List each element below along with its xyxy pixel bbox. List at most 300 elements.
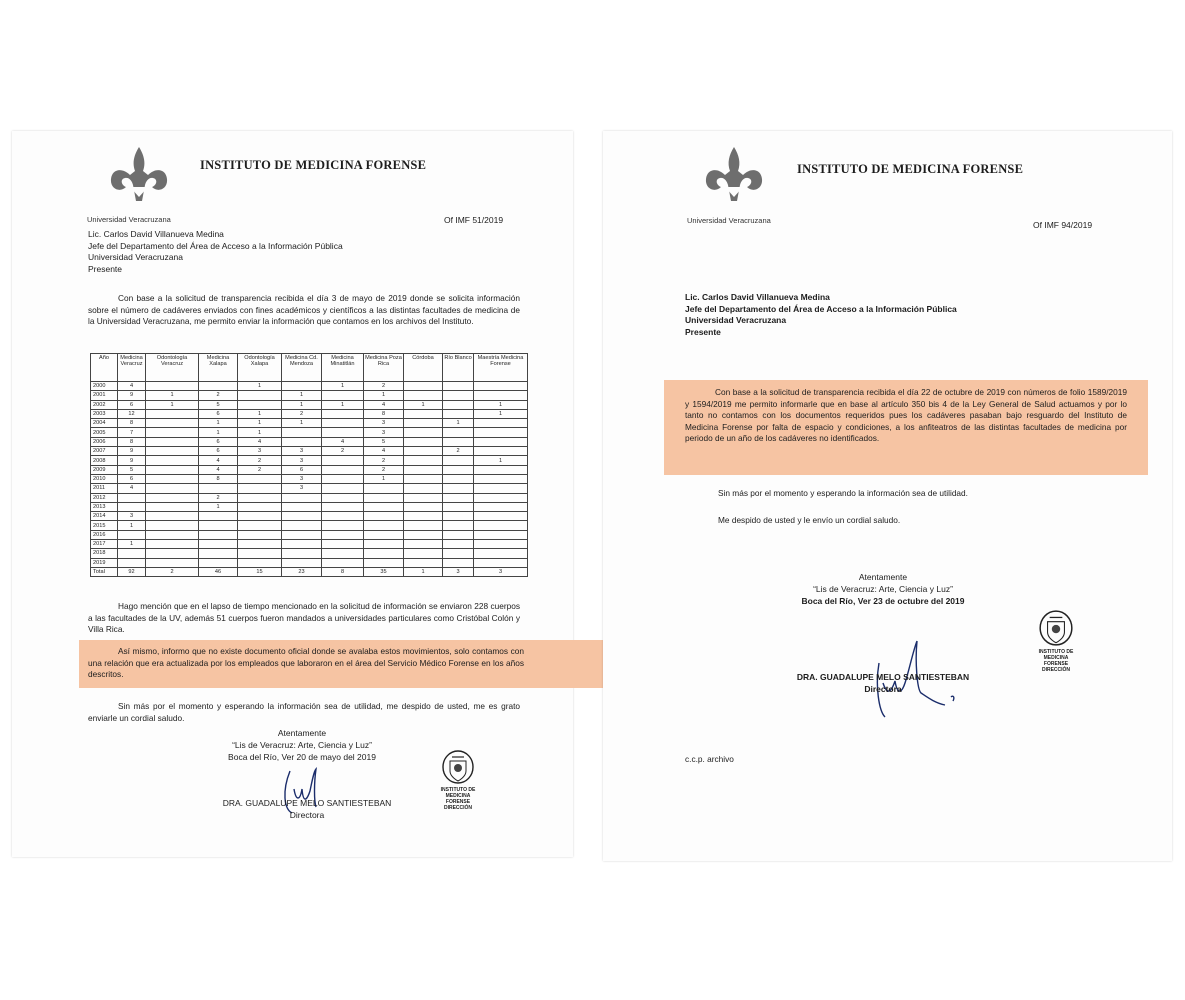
table-cell: 8 bbox=[118, 437, 146, 446]
table-cell bbox=[322, 409, 364, 418]
table-cell bbox=[199, 512, 238, 521]
table-cell: 1 bbox=[146, 391, 199, 400]
seal-line-4: DIRECCIÓN bbox=[443, 805, 473, 811]
table-cell: 4 bbox=[118, 382, 146, 391]
table-cell: 2 bbox=[282, 409, 322, 418]
table-cell bbox=[364, 521, 404, 530]
table-cell bbox=[404, 456, 443, 465]
table-cell: 3 bbox=[474, 567, 528, 576]
table-cell bbox=[282, 493, 322, 502]
recipient-block bbox=[88, 229, 343, 275]
table-cell bbox=[238, 391, 282, 400]
table-cell: 2 bbox=[238, 465, 282, 474]
table-cell bbox=[443, 558, 474, 567]
table-cell bbox=[474, 493, 528, 502]
university-name: Universidad Veracruzana bbox=[687, 216, 771, 225]
table-cell: 2 bbox=[443, 447, 474, 456]
table-cell: 3 bbox=[282, 474, 322, 483]
table-row bbox=[91, 540, 528, 549]
table-cell bbox=[474, 512, 528, 521]
closing-motto: “Lis de Veracruz: Arte, Ciencia y Luz” bbox=[232, 740, 372, 750]
table-cell bbox=[238, 474, 282, 483]
table-cell bbox=[404, 521, 443, 530]
table-cell bbox=[364, 484, 404, 493]
table-cell: 6 bbox=[118, 474, 146, 483]
table-cell bbox=[443, 549, 474, 558]
table-cell: 4 bbox=[199, 465, 238, 474]
seal-line-2: MEDICINA bbox=[445, 793, 471, 799]
table-cell bbox=[146, 382, 199, 391]
table-cell: 5 bbox=[199, 400, 238, 409]
signer-block bbox=[202, 797, 412, 821]
table-cell bbox=[404, 502, 443, 511]
table-cell bbox=[404, 382, 443, 391]
table-cell bbox=[146, 540, 199, 549]
recipient-name: Lic. Carlos David Villanueva Medina bbox=[685, 292, 830, 302]
table-cell bbox=[364, 549, 404, 558]
closing-block bbox=[773, 571, 993, 607]
table-cell: 4 bbox=[322, 437, 364, 446]
table-cell bbox=[474, 447, 528, 456]
table-cell bbox=[404, 493, 443, 502]
table-cell: 8 bbox=[322, 567, 364, 576]
table-year-cell: 2013 bbox=[91, 502, 118, 511]
table-cell: 1 bbox=[443, 419, 474, 428]
table-row bbox=[91, 474, 528, 483]
table-cell: 9 bbox=[118, 447, 146, 456]
table-cell bbox=[238, 400, 282, 409]
table-row bbox=[91, 409, 528, 418]
table-year-cell: 2006 bbox=[91, 437, 118, 446]
table-cell bbox=[199, 484, 238, 493]
table-cell bbox=[364, 530, 404, 539]
table-cell: 1 bbox=[238, 428, 282, 437]
table-cell: 8 bbox=[199, 474, 238, 483]
table-header-cell: Medicina Veracruz bbox=[118, 354, 146, 382]
table-cell bbox=[404, 447, 443, 456]
table-header-cell: Maestría Medicina Forense bbox=[474, 354, 528, 382]
table-cell: 3 bbox=[238, 447, 282, 456]
table-cell bbox=[404, 512, 443, 521]
table-cell bbox=[238, 530, 282, 539]
paragraph-greeting: Me despido de usted y le envío un cordial saludo. bbox=[718, 515, 901, 525]
office-reference: Of IMF 51/2019 bbox=[444, 215, 504, 225]
uv-logo-icon bbox=[703, 145, 765, 205]
table-header-cell: Medicina Minatitlán bbox=[322, 354, 364, 382]
table-year-cell: Total bbox=[91, 567, 118, 576]
table-cell bbox=[282, 428, 322, 437]
table-cell bbox=[443, 409, 474, 418]
recipient-institution: Universidad Veracruzana bbox=[685, 315, 787, 326]
table-cell bbox=[199, 549, 238, 558]
table-cell bbox=[199, 540, 238, 549]
table-cell bbox=[404, 391, 443, 400]
table-year-cell: 2002 bbox=[91, 400, 118, 409]
cc-archive: c.c.p. archivo bbox=[685, 754, 734, 764]
table-cell bbox=[238, 521, 282, 530]
table-cell bbox=[443, 456, 474, 465]
table-cell: 1 bbox=[282, 391, 322, 400]
table-year-cell: 2014 bbox=[91, 512, 118, 521]
table-cell bbox=[282, 540, 322, 549]
table-cell: 4 bbox=[364, 447, 404, 456]
table-cell bbox=[282, 382, 322, 391]
table-cell: 4 bbox=[199, 456, 238, 465]
table-row bbox=[91, 428, 528, 437]
table-header-cell: Córdoba bbox=[404, 354, 443, 382]
table-cell: 3 bbox=[118, 512, 146, 521]
table-cell: 92 bbox=[118, 567, 146, 576]
table-cell bbox=[118, 558, 146, 567]
table-cell bbox=[322, 493, 364, 502]
table-year-cell: 2004 bbox=[91, 419, 118, 428]
table-cell bbox=[118, 530, 146, 539]
table-cell bbox=[118, 549, 146, 558]
table-cell: 1 bbox=[238, 419, 282, 428]
table-cell: 4 bbox=[238, 437, 282, 446]
table-row bbox=[91, 493, 528, 502]
letter-left bbox=[12, 131, 573, 857]
table-cell bbox=[238, 549, 282, 558]
office-reference: Of IMF 94/2019 bbox=[1033, 220, 1093, 230]
table-header-cell: Medicina Xalapa bbox=[199, 354, 238, 382]
seal-line-3: FORENSE bbox=[445, 799, 471, 805]
table-row bbox=[91, 400, 528, 409]
table-header-cell: Río Blanco bbox=[443, 354, 474, 382]
table-cell bbox=[404, 465, 443, 474]
table-cell bbox=[474, 530, 528, 539]
table-cell bbox=[199, 521, 238, 530]
table-row bbox=[91, 521, 528, 530]
seal-caption bbox=[432, 787, 484, 811]
closing-place-date: Boca del Río, Ver 20 de mayo del 2019 bbox=[228, 752, 376, 762]
table-cell: 6 bbox=[282, 465, 322, 474]
uv-logo-icon bbox=[108, 145, 170, 205]
table-cell bbox=[238, 493, 282, 502]
table-cell bbox=[364, 493, 404, 502]
table-cell bbox=[146, 530, 199, 539]
table-cell bbox=[322, 558, 364, 567]
table-cell: 6 bbox=[199, 409, 238, 418]
table-cell: 23 bbox=[282, 567, 322, 576]
table-cell bbox=[443, 400, 474, 409]
closing-atentamente: Atentamente bbox=[858, 572, 908, 582]
cadavers-table bbox=[90, 353, 528, 577]
table-cell bbox=[404, 484, 443, 493]
table-cell bbox=[282, 512, 322, 521]
table-year-cell: 2000 bbox=[91, 382, 118, 391]
seal-line-4: DIRECCIÓN bbox=[1041, 667, 1071, 673]
table-cell bbox=[118, 493, 146, 502]
table-header-cell: Año bbox=[91, 354, 118, 382]
table-row bbox=[91, 465, 528, 474]
table-cell bbox=[443, 484, 474, 493]
signer-title: Directora bbox=[864, 684, 902, 694]
table-cell bbox=[282, 558, 322, 567]
table-cell: 1 bbox=[199, 419, 238, 428]
paragraph-request: Con base a la solicitud de transparencia recibida el día 3 de mayo de 2019 donde se solicita información sobre el número de cadáveres enviados con fines académicos y científicos a las distintas facultades de medicina de la Universidad Veracruzana, me permito enviar la información que contamos en los archivos del Instituto. bbox=[88, 293, 520, 327]
table-cell bbox=[146, 409, 199, 418]
table-cell bbox=[322, 530, 364, 539]
table-cell: 1 bbox=[322, 382, 364, 391]
table-cell: 3 bbox=[282, 456, 322, 465]
table-cell bbox=[404, 419, 443, 428]
table-year-cell: 2007 bbox=[91, 447, 118, 456]
table-cell: 5 bbox=[118, 465, 146, 474]
table-cell: 2 bbox=[146, 567, 199, 576]
recipient-institution: Universidad Veracruzana bbox=[88, 252, 183, 263]
table-cell bbox=[146, 456, 199, 465]
table-cell: 1 bbox=[118, 540, 146, 549]
table-cell bbox=[199, 382, 238, 391]
table-cell bbox=[474, 549, 528, 558]
table-cell bbox=[238, 558, 282, 567]
signer-name: DRA. GUADALUPE MELO SANTIESTEBAN bbox=[796, 672, 970, 682]
table-cell: 6 bbox=[199, 447, 238, 456]
table-cell: 1 bbox=[118, 521, 146, 530]
table-year-cell: 2009 bbox=[91, 465, 118, 474]
table-cell bbox=[322, 419, 364, 428]
table-cell: 1 bbox=[199, 428, 238, 437]
table-cell bbox=[404, 409, 443, 418]
table-cell bbox=[474, 437, 528, 446]
table-row bbox=[91, 567, 528, 576]
signer-name: DRA. GUADALUPE MELO SANTIESTEBAN bbox=[222, 798, 392, 808]
table-cell: 3 bbox=[364, 428, 404, 437]
table-cell: 2 bbox=[322, 447, 364, 456]
table-cell: 3 bbox=[282, 447, 322, 456]
table-cell bbox=[322, 456, 364, 465]
table-cell bbox=[146, 493, 199, 502]
table-row bbox=[91, 530, 528, 539]
institute-title: INSTITUTO DE MEDICINA FORENSE bbox=[200, 158, 427, 172]
table-cell bbox=[282, 437, 322, 446]
table-cell bbox=[146, 521, 199, 530]
table-cell bbox=[364, 512, 404, 521]
table-cell bbox=[474, 428, 528, 437]
table-cell: 1 bbox=[474, 400, 528, 409]
table-year-cell: 2011 bbox=[91, 484, 118, 493]
table-cell bbox=[146, 428, 199, 437]
table-cell bbox=[443, 493, 474, 502]
recipient-block bbox=[685, 292, 957, 338]
table-cell: 4 bbox=[364, 400, 404, 409]
table-row bbox=[91, 558, 528, 567]
table-header-cell: Odontología Xalapa bbox=[238, 354, 282, 382]
table-row bbox=[91, 512, 528, 521]
table-cell: 1 bbox=[238, 409, 282, 418]
recipient-name: Lic. Carlos David Villanueva Medina bbox=[88, 229, 224, 239]
table-cell bbox=[474, 391, 528, 400]
table-cell bbox=[404, 474, 443, 483]
table-year-cell: 2001 bbox=[91, 391, 118, 400]
table-row bbox=[91, 484, 528, 493]
table-cell bbox=[238, 512, 282, 521]
table-cell bbox=[364, 502, 404, 511]
table-cell bbox=[443, 521, 474, 530]
table-cell bbox=[404, 437, 443, 446]
table-cell: 4 bbox=[118, 484, 146, 493]
table-cell: 1 bbox=[199, 502, 238, 511]
table-cell bbox=[146, 437, 199, 446]
table-cell bbox=[146, 502, 199, 511]
table-cell: 1 bbox=[282, 419, 322, 428]
table-cell bbox=[404, 530, 443, 539]
table-cell bbox=[238, 484, 282, 493]
table-cell bbox=[322, 549, 364, 558]
table-row bbox=[91, 382, 528, 391]
table-cell: 8 bbox=[118, 419, 146, 428]
table-cell: 15 bbox=[238, 567, 282, 576]
table-year-cell: 2012 bbox=[91, 493, 118, 502]
table-cell bbox=[474, 502, 528, 511]
table-year-cell: 2003 bbox=[91, 409, 118, 418]
table-cell bbox=[322, 474, 364, 483]
table-cell bbox=[364, 558, 404, 567]
table-cell: 1 bbox=[146, 400, 199, 409]
institute-seal-icon bbox=[1037, 609, 1075, 647]
table-cell: 2 bbox=[199, 391, 238, 400]
table-year-cell: 2010 bbox=[91, 474, 118, 483]
table-cell bbox=[322, 502, 364, 511]
table-cell bbox=[282, 502, 322, 511]
table-cell bbox=[443, 540, 474, 549]
paragraph-mention: Hago mención que en el lapso de tiempo mencionado en la solicitud de información se enviaron 228 cuerpos a las facultades de la UV, además 51 cuerpos fueron mandados a universidades particulares como Cristóbal Colón y Villa Rica. bbox=[88, 601, 520, 635]
table-cell bbox=[118, 502, 146, 511]
table-cell bbox=[404, 549, 443, 558]
table-header-cell: Medicina Cd. Mendoza bbox=[282, 354, 322, 382]
table-cell bbox=[474, 474, 528, 483]
table-cell bbox=[474, 540, 528, 549]
table-cell bbox=[443, 474, 474, 483]
table-cell: 3 bbox=[443, 567, 474, 576]
table-year-cell: 2008 bbox=[91, 456, 118, 465]
table-cell bbox=[404, 558, 443, 567]
seal-caption bbox=[1029, 649, 1083, 673]
table-cell: 2 bbox=[199, 493, 238, 502]
paragraph-utility: Sin más por el momento y esperando la información sea de utilidad. bbox=[718, 488, 968, 498]
paragraph-response: Con base a la solicitud de transparencia recibida el día 22 de octubre de 2019 con números de folio 1589/2019 y 1594/2019 me permito informarle que en base al artículo 350 bis 4 de la Ley General de Salud actuamos y por lo tanto no contamos con los documentos requeridos pues los cadáveres pasaban bajo resguardo del Instituto de Medicina Forense por falta de espacio y condiciones, a los anfiteatros de las distintas facultades de medicina por periodo de un año de los cadáveres no identificados. bbox=[685, 387, 1127, 444]
table-row bbox=[91, 419, 528, 428]
table-cell bbox=[322, 465, 364, 474]
recipient-title: Jefe del Departamento del Área de Acceso a la Información Pública bbox=[685, 303, 957, 314]
recipient-presente: Presente bbox=[685, 326, 721, 337]
table-cell: 8 bbox=[364, 409, 404, 418]
seal-line-1: INSTITUTO DE bbox=[440, 787, 476, 793]
table-cell bbox=[474, 521, 528, 530]
table-cell bbox=[364, 540, 404, 549]
table-cell bbox=[474, 419, 528, 428]
table-cell bbox=[146, 465, 199, 474]
closing-place-date: Boca del Río, Ver 23 de octubre del 2019 bbox=[801, 596, 965, 606]
table-cell: 9 bbox=[118, 456, 146, 465]
table-cell: 2 bbox=[364, 456, 404, 465]
table-row bbox=[91, 447, 528, 456]
table-cell bbox=[474, 465, 528, 474]
letter-right bbox=[603, 131, 1172, 861]
paragraph-highlighted: Así mismo, informo que no existe documento oficial donde se avalaba estos movimientos, solo contamos con una relación que era actualizada por los empleados que laboraron en el área del Servicio Médico Forense en los años descritos. bbox=[88, 646, 524, 680]
table-cell: 1 bbox=[404, 400, 443, 409]
table-cell bbox=[474, 382, 528, 391]
table-year-cell: 2018 bbox=[91, 549, 118, 558]
paragraph-farewell: Sin más por el momento y esperando la información sea de utilidad, me despido de usted, me es grato enviarle un cordial saludo. bbox=[88, 701, 520, 723]
table-cell: 1 bbox=[474, 456, 528, 465]
table-cell bbox=[146, 484, 199, 493]
table-cell: 12 bbox=[118, 409, 146, 418]
table-cell bbox=[443, 437, 474, 446]
signer-title: Directora bbox=[289, 810, 325, 820]
table-year-cell: 2016 bbox=[91, 530, 118, 539]
table-cell: 1 bbox=[282, 400, 322, 409]
table-cell bbox=[443, 391, 474, 400]
closing-motto: “Lis de Veracruz: Arte, Ciencia y Luz” bbox=[813, 584, 953, 594]
table-cell bbox=[238, 540, 282, 549]
table-year-cell: 2017 bbox=[91, 540, 118, 549]
table-cell: 3 bbox=[282, 484, 322, 493]
table-cell: 6 bbox=[199, 437, 238, 446]
table-cell: 3 bbox=[364, 419, 404, 428]
table-cell bbox=[199, 530, 238, 539]
table-cell bbox=[443, 382, 474, 391]
table-cell: 5 bbox=[364, 437, 404, 446]
table-cell: 1 bbox=[404, 567, 443, 576]
table-cell bbox=[443, 428, 474, 437]
closing-atentamente: Atentamente bbox=[277, 728, 327, 738]
table-cell: 2 bbox=[364, 382, 404, 391]
table-cell bbox=[238, 502, 282, 511]
table-cell: 46 bbox=[199, 567, 238, 576]
table-cell: 9 bbox=[118, 391, 146, 400]
institute-title: INSTITUTO DE MEDICINA FORENSE bbox=[797, 162, 1024, 176]
table-row bbox=[91, 456, 528, 465]
table-cell bbox=[322, 521, 364, 530]
table-cell bbox=[146, 419, 199, 428]
signer-block bbox=[773, 671, 993, 695]
table-header-cell: Odontología Veracruz bbox=[146, 354, 199, 382]
table-year-cell: 2015 bbox=[91, 521, 118, 530]
table-row bbox=[91, 391, 528, 400]
table-cell: 1 bbox=[322, 400, 364, 409]
table-cell bbox=[443, 465, 474, 474]
table-row bbox=[91, 502, 528, 511]
recipient-title: Jefe del Departamento del Área de Acceso a la Información Pública bbox=[88, 240, 343, 251]
table-cell bbox=[282, 521, 322, 530]
table-cell bbox=[282, 530, 322, 539]
table-cell bbox=[443, 502, 474, 511]
table-cell bbox=[443, 530, 474, 539]
table-cell: 2 bbox=[238, 456, 282, 465]
table-cell bbox=[322, 512, 364, 521]
table-cell bbox=[146, 549, 199, 558]
table-cell: 2 bbox=[364, 465, 404, 474]
closing-block bbox=[202, 727, 402, 763]
table-cell bbox=[322, 391, 364, 400]
table-header-cell: Medicina Poza Rica bbox=[364, 354, 404, 382]
table-row bbox=[91, 437, 528, 446]
table-cell bbox=[404, 428, 443, 437]
table-cell bbox=[146, 558, 199, 567]
table-cell: 7 bbox=[118, 428, 146, 437]
recipient-presente: Presente bbox=[88, 263, 123, 274]
table-cell bbox=[146, 474, 199, 483]
table-cell bbox=[282, 549, 322, 558]
seal-line-3: FORENSE bbox=[1043, 661, 1069, 667]
table-year-cell: 2005 bbox=[91, 428, 118, 437]
table-cell: 1 bbox=[364, 474, 404, 483]
table-cell: 1 bbox=[238, 382, 282, 391]
university-name: Universidad Veracruzana bbox=[87, 215, 171, 224]
table-cell bbox=[443, 512, 474, 521]
